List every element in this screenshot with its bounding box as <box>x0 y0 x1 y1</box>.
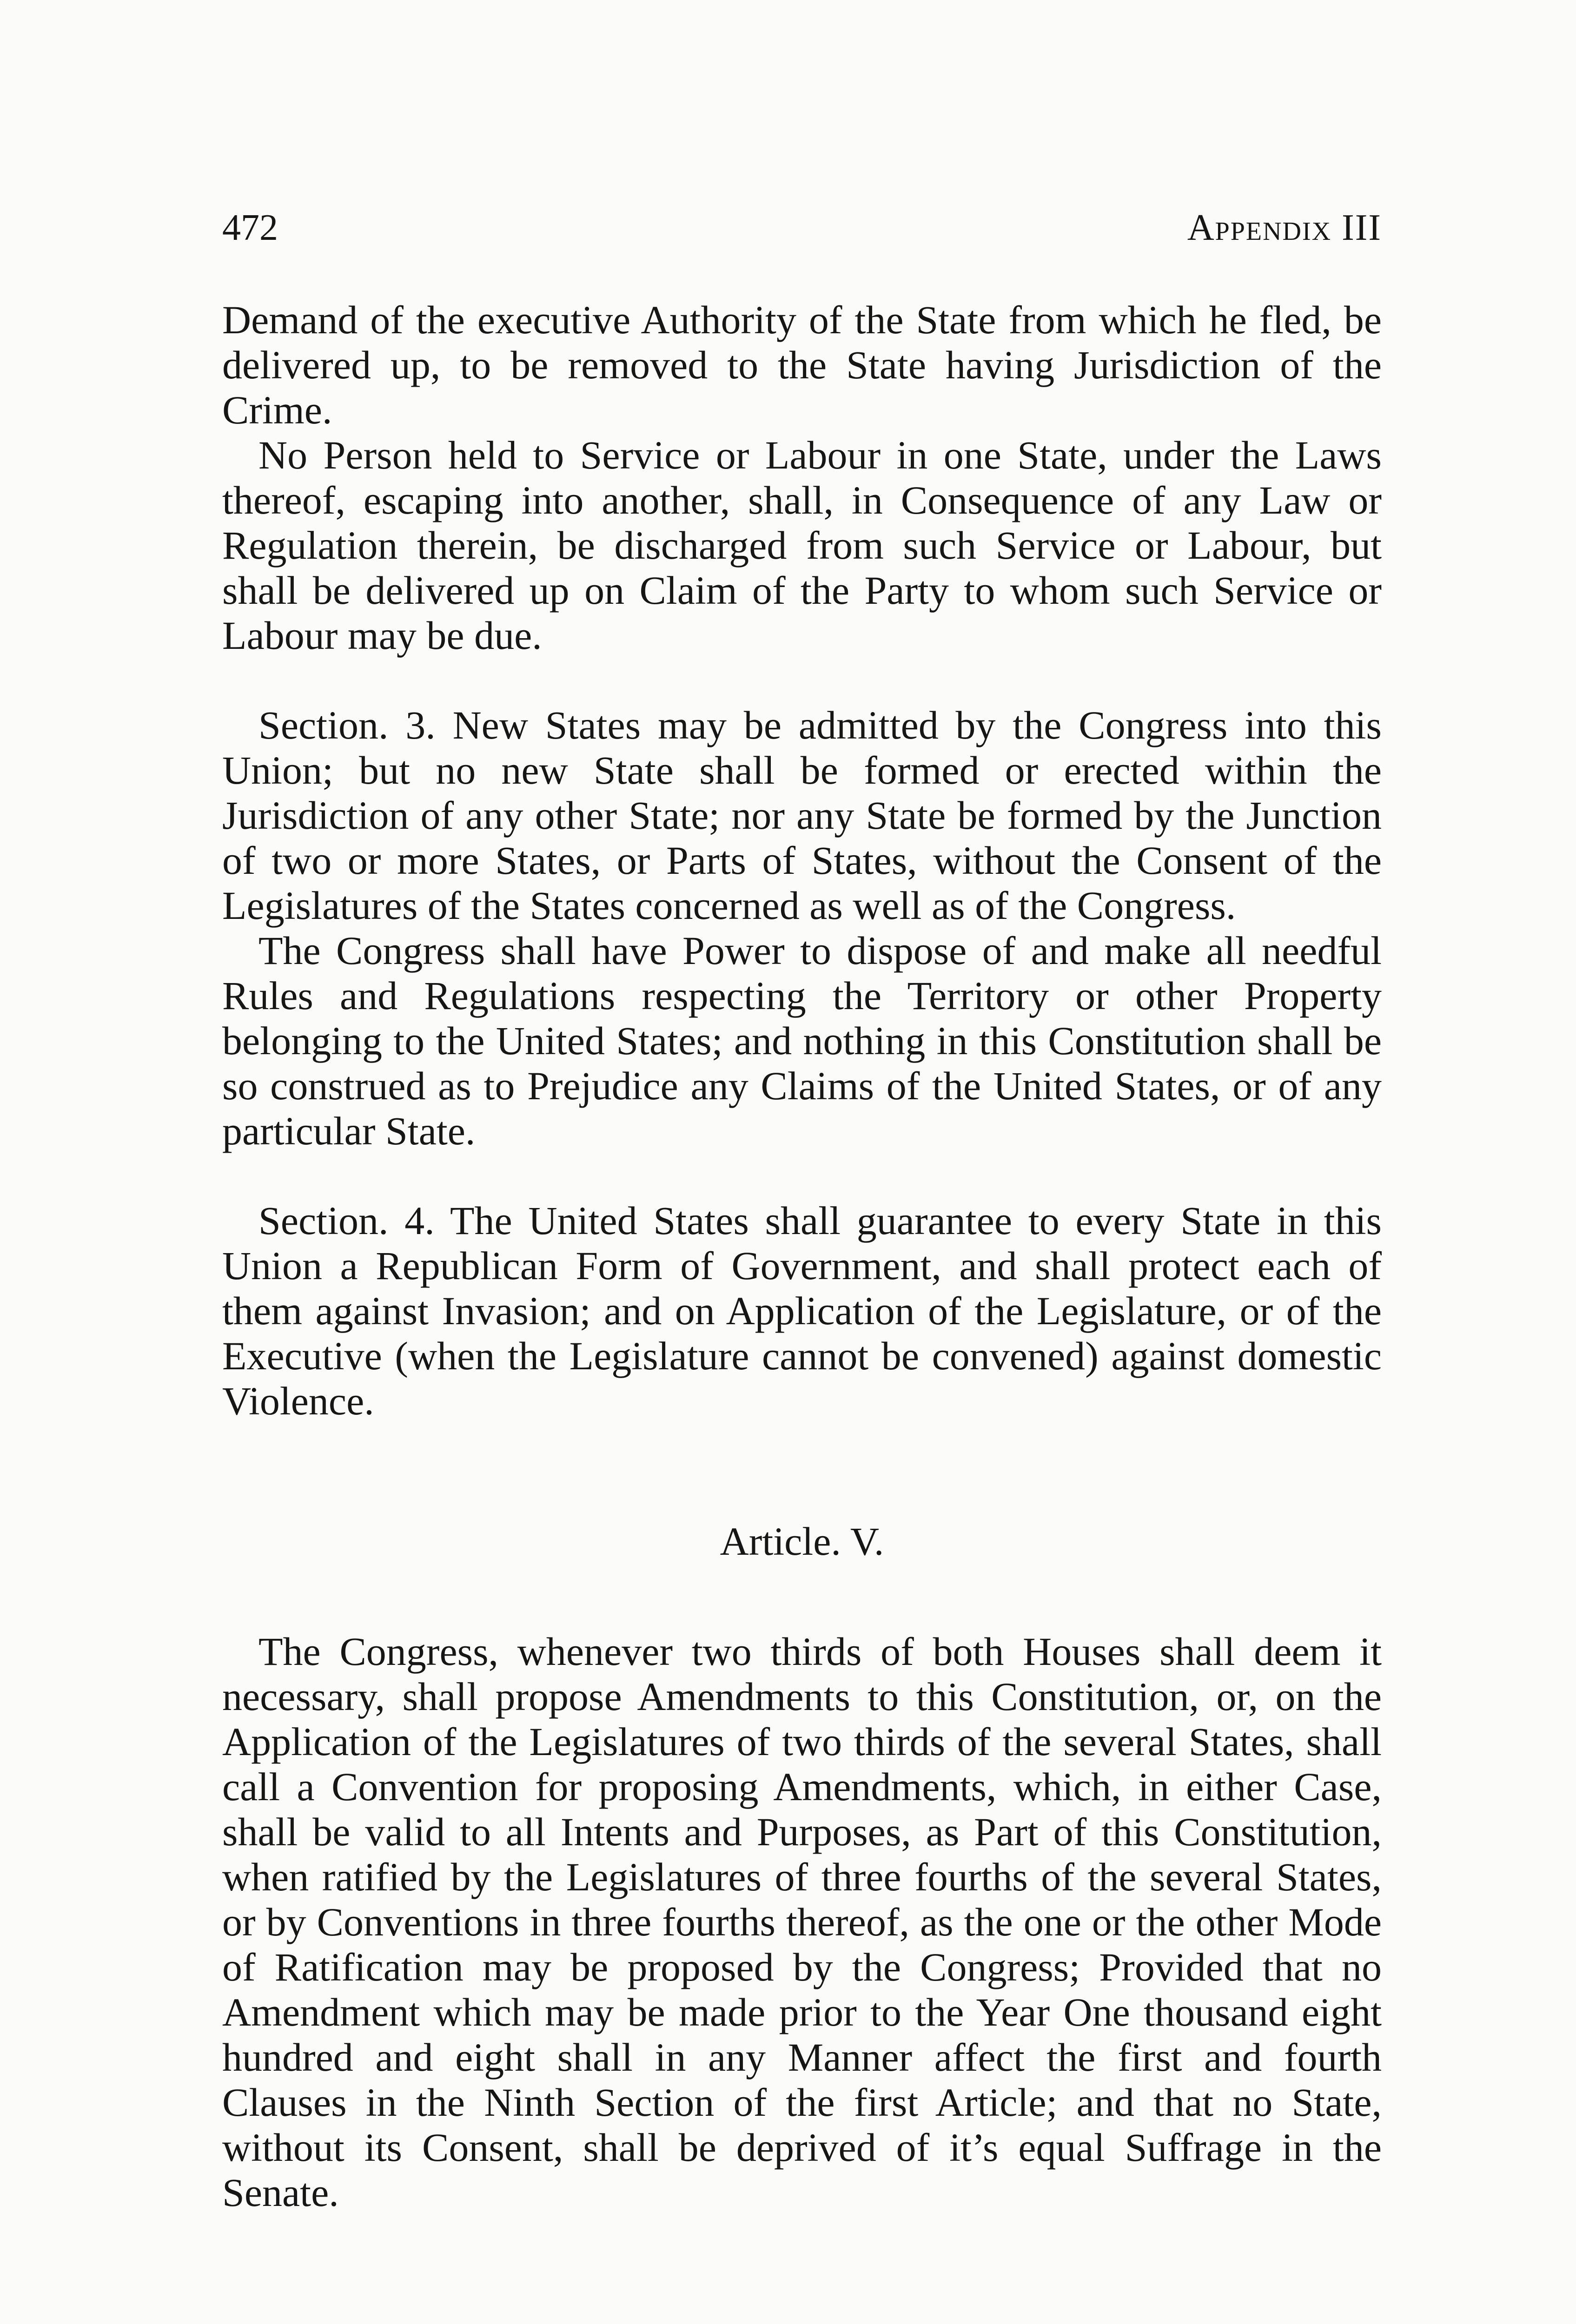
section-title: Appendix III <box>1187 207 1382 248</box>
paragraph-territory-property-clause: The Congress shall have Power to dispose of and make all needful Rules and Regulations respecting the Territory or other Property belonging to the United States; and nothing in this Constitution shall be so construed as to Prejudice any Claims of the United States, or of any particular State. <box>222 928 1382 1153</box>
article-heading: Article. V. <box>720 1519 884 1564</box>
paragraph-article-iv-continuation: Demand of the executive Authority of the State from which he fled, be delivered up, to be removed to the State having Jurisdiction of the Crime. <box>222 297 1382 432</box>
running-header <box>222 205 1382 251</box>
document-body <box>222 297 1382 2215</box>
paragraph-article-v-amendments: The Congress, whenever two thirds of both Houses shall deem it necessary, shall propose Amendments to this Constitution, or, on the Application of the Legislatures of two thirds of the several States, shall call a Convention for proposing Amendments, which, in either Case, shall be valid to all Intents and Purposes, as Part of this Constitution, when ratified by the Legislatures of three fourths of the several States, or by Conventions in three fourths thereof, as the one or the other Mode of Ratification may be proposed by the Congress; Provided that no Amendment which may be made prior to the Year One thousand eight hundred and eight shall in any Manner affect the first and fourth Clauses in the Ninth Section of the first Article; and that no State, without its Consent, shall be deprived of it’s equal Suffrage in the Senate. <box>222 1629 1382 2215</box>
paragraph-section-4-guarantee: Section. 4. The United States shall guarantee to every State in this Union a Republican Form of Government, and shall protect each of them against Invasion; and on Application of the Legislature, or of the Executive (when the Legislature cannot be convened) against domestic Violence. <box>222 1198 1382 1423</box>
page-number: 472 <box>222 207 278 248</box>
paragraph-fugitive-service-clause: No Person held to Service or Labour in one State, under the Laws thereof, escaping into another, shall, in Consequence of any Law or Regulation therein, be discharged from such Service or Labour, but shall be delivered up on Claim of the Party to whom such Service or Labour may be due. <box>222 433 1382 658</box>
paragraph-section-3-new-states: Section. 3. New States may be admitted by the Congress into this Union; but no new State shall be formed or erected within the Jurisdiction of any other State; nor any State be formed by the Junction of two or more States, or Parts of States, without the Consent of the Legislatures of the States concerned as well as of the Congress. <box>222 703 1382 928</box>
